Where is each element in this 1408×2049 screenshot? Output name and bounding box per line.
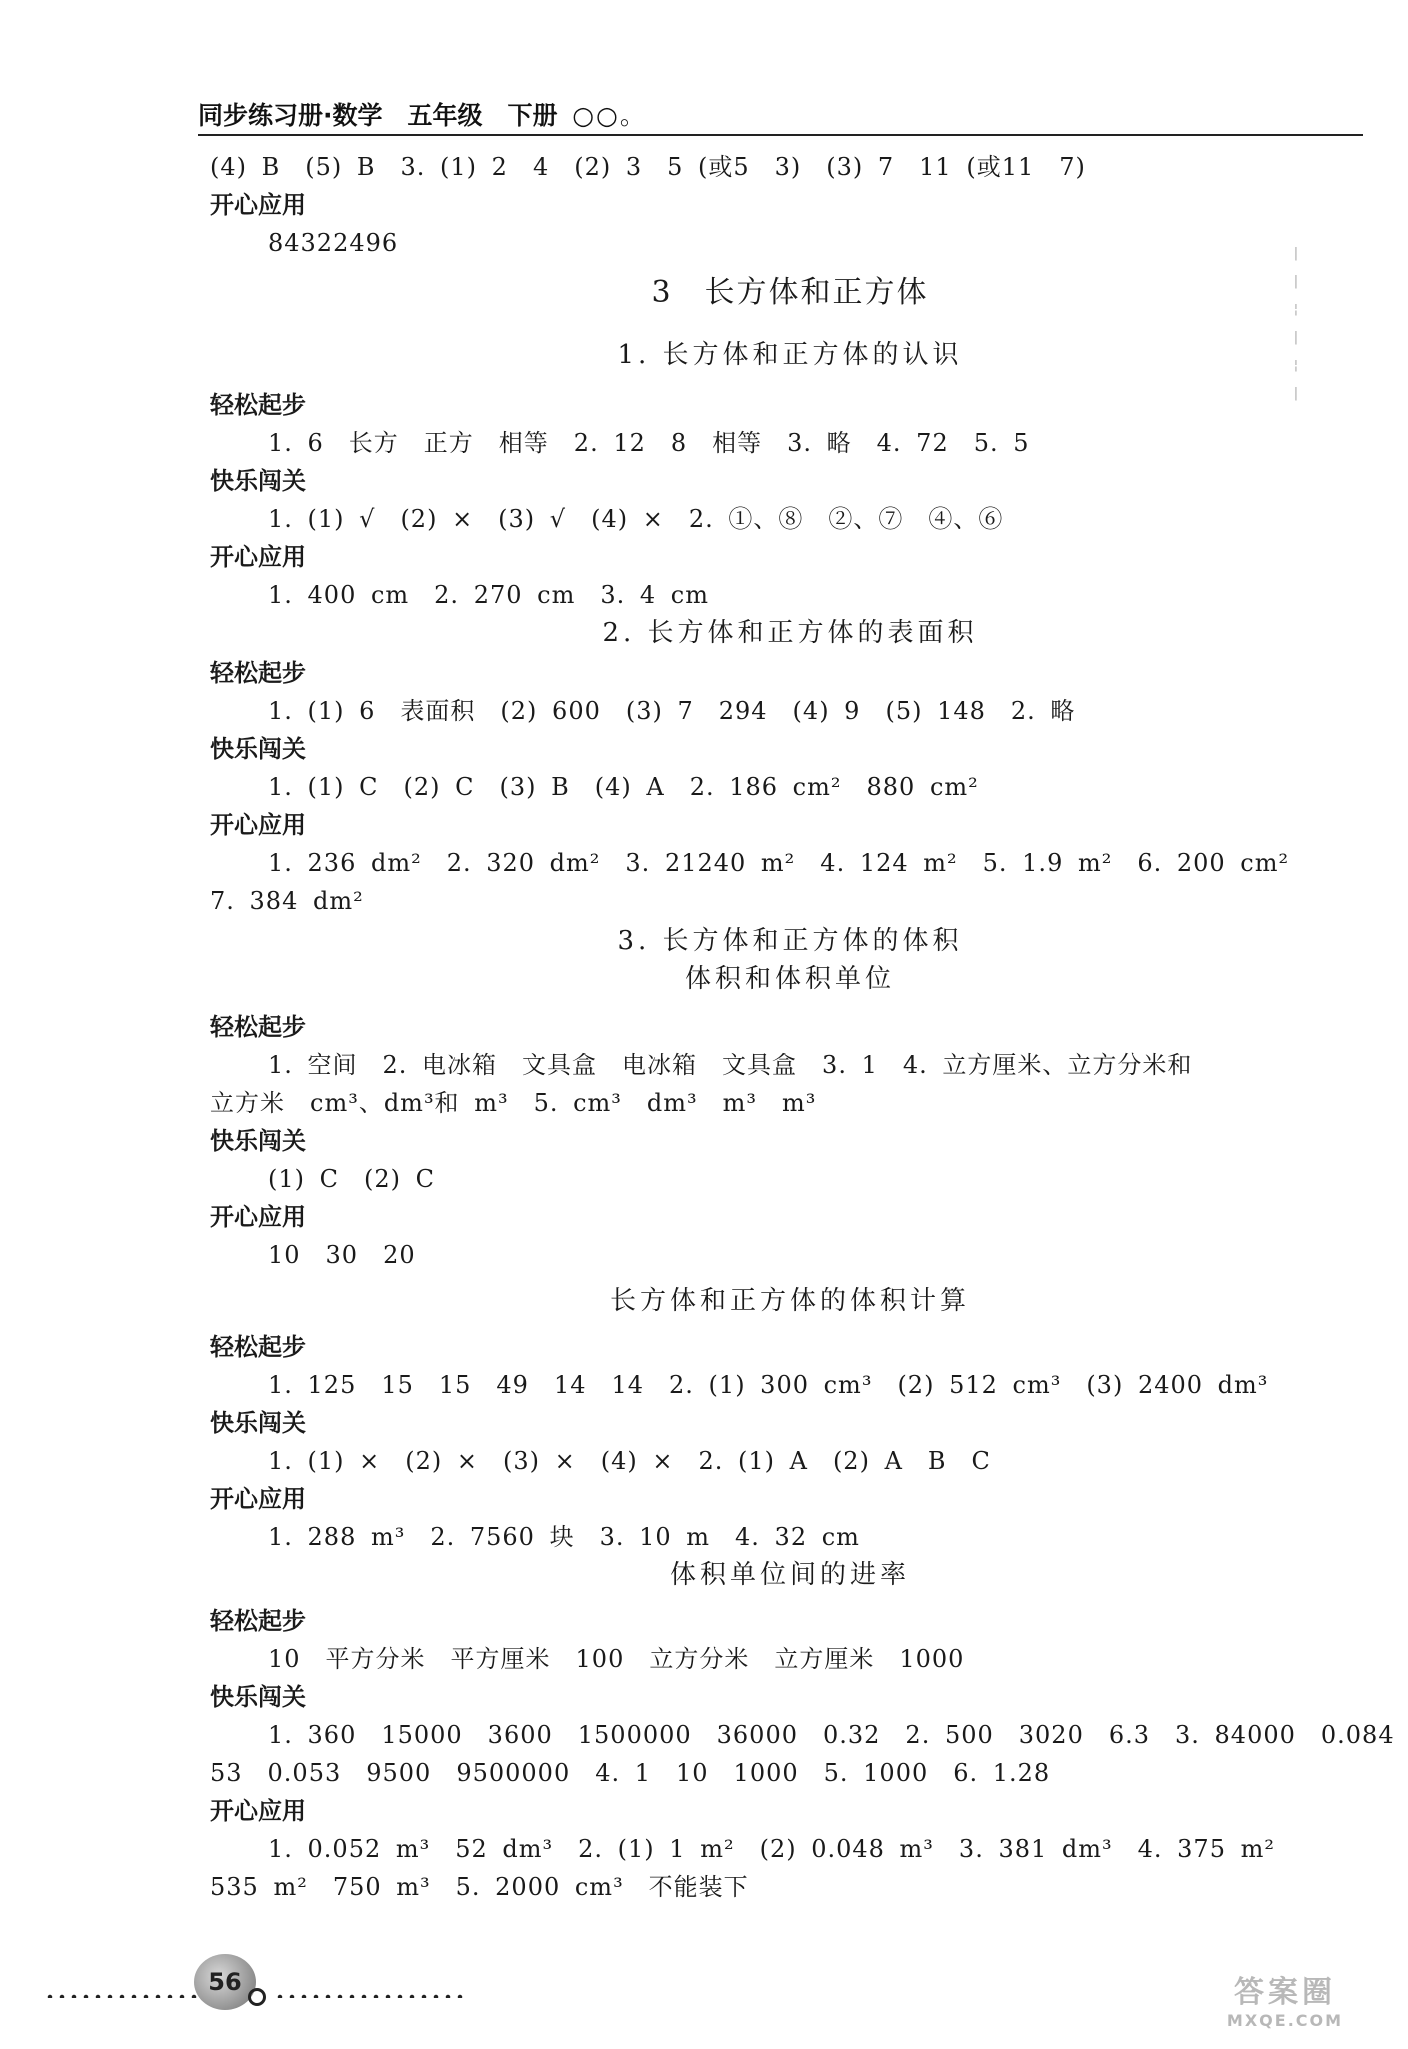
answer-line: 1. (1) C (2) C (3) B (4) A 2. 186 cm² 880 cm² <box>268 773 979 801</box>
answer-line: 7. 384 dm² <box>210 887 364 915</box>
page-footer <box>44 1968 464 2010</box>
answer-line: 1. 6 长方 正方 相等 2. 12 8 相等 3. 略 4. 72 5. 5 <box>268 429 1030 457</box>
section-label: 轻松起步 <box>210 391 306 419</box>
answer-line: 10 平方分米 平方厘米 100 立方分米 立方厘米 1000 <box>268 1645 965 1673</box>
watermark-text: 答案圈 <box>1234 1975 1336 2010</box>
chapter-title: 3 长方体和正方体 <box>651 275 929 310</box>
section-label: 开心应用 <box>210 191 306 219</box>
header-rings: ○○。 <box>572 101 647 130</box>
answer-line: 1. (1) √ (2) × (3) √ (4) × 2. ①、⑧ ②、⑦ ④、⑥ <box>268 505 1004 533</box>
page-ring-icon <box>248 1988 266 2006</box>
watermark-url: MXQE.COM <box>1226 2011 1344 2030</box>
answer-line: 1. 400 cm 2. 270 cm 3. 4 cm <box>268 581 709 609</box>
section-title: 2. 长方体和正方体的表面积 <box>602 618 978 648</box>
answer-line: 53 0.053 9500 9500000 4. 1 10 1000 5. 1000 6. 1.28 <box>210 1759 1051 1787</box>
footer-dots-left <box>44 1994 204 1998</box>
section-title: 长方体和正方体的体积计算 <box>609 1286 970 1316</box>
answer-line: 1. (1) 6 表面积 (2) 600 (3) 7 294 (4) 9 (5) 148 2. 略 <box>268 697 1076 725</box>
answer-line: 1. (1) × (2) × (3) × (4) × 2. (1) A (2) A B C <box>268 1447 991 1475</box>
section-label: 快乐闯关 <box>210 735 306 763</box>
section-label: 轻松起步 <box>210 1333 306 1361</box>
section-label: 轻松起步 <box>210 1013 306 1041</box>
answer-line: (1) C (2) C <box>268 1165 435 1193</box>
answer-line: 1. 空间 2. 电冰箱 文具盒 电冰箱 文具盒 3. 1 4. 立方厘米、立方分米和 <box>268 1051 1193 1079</box>
section-label: 快乐闯关 <box>210 1683 306 1711</box>
section-title: 体积和体积单位 <box>684 964 895 994</box>
section-label: 轻松起步 <box>210 659 306 687</box>
section-title: 1. 长方体和正方体的认识 <box>617 340 963 370</box>
section-title: 3. 长方体和正方体的体积 <box>617 926 963 956</box>
section-label: 开心应用 <box>210 543 306 571</box>
answer-line: 10 30 20 <box>268 1241 416 1269</box>
section-label: 轻松起步 <box>210 1607 306 1635</box>
answer-line: 1. 236 dm² 2. 320 dm² 3. 21240 m² 4. 124 m² 5. 1.9 m² 6. 200 cm² <box>268 849 1290 877</box>
section-label: 快乐闯关 <box>210 1127 306 1155</box>
section-label: 开心应用 <box>210 1485 306 1513</box>
answer-line: 1. 288 m³ 2. 7560 块 3. 10 m 4. 32 cm <box>268 1523 860 1551</box>
section-label: 开心应用 <box>210 1797 306 1825</box>
section-label: 快乐闯关 <box>210 1409 306 1437</box>
margin-marks: | | ¦ | ¦ | <box>1293 246 1299 401</box>
answer-line: 立方米 cm³、dm³和 m³ 5. cm³ dm³ m³ m³ <box>210 1089 817 1117</box>
answer-line: 84322496 <box>268 229 399 257</box>
watermark-logo <box>1190 1975 1380 2035</box>
answer-line: 1. 125 15 15 49 14 14 2. (1) 300 cm³ (2) 512 cm³ (3) 2400 dm³ <box>268 1371 1269 1399</box>
header-title: 同步练习册·数学 五年级 下册 <box>198 101 558 130</box>
page-number-badge <box>194 1954 256 2010</box>
page-number: 56 <box>208 1968 242 1996</box>
section-title: 体积单位间的进率 <box>669 1560 910 1590</box>
answer-line: 1. 0.052 m³ 52 dm³ 2. (1) 1 m² (2) 0.048 m³ 3. 381 dm³ 4. 375 m² <box>268 1835 1275 1863</box>
page-header <box>198 98 1363 136</box>
section-label: 开心应用 <box>210 1203 306 1231</box>
section-label: 快乐闯关 <box>210 467 306 495</box>
answer-line: 535 m² 750 m³ 5. 2000 cm³ 不能装下 <box>210 1873 749 1901</box>
answer-line: (4) B (5) B 3. (1) 2 4 (2) 3 5 (或5 3) (3) 7 11 (或11 7) <box>210 153 1086 181</box>
section-label: 开心应用 <box>210 811 306 839</box>
answer-line: 1. 360 15000 3600 1500000 36000 0.32 2. 500 3020 6.3 3. 84000 0.084 <box>268 1721 1395 1749</box>
footer-dots-right <box>274 1994 464 1998</box>
